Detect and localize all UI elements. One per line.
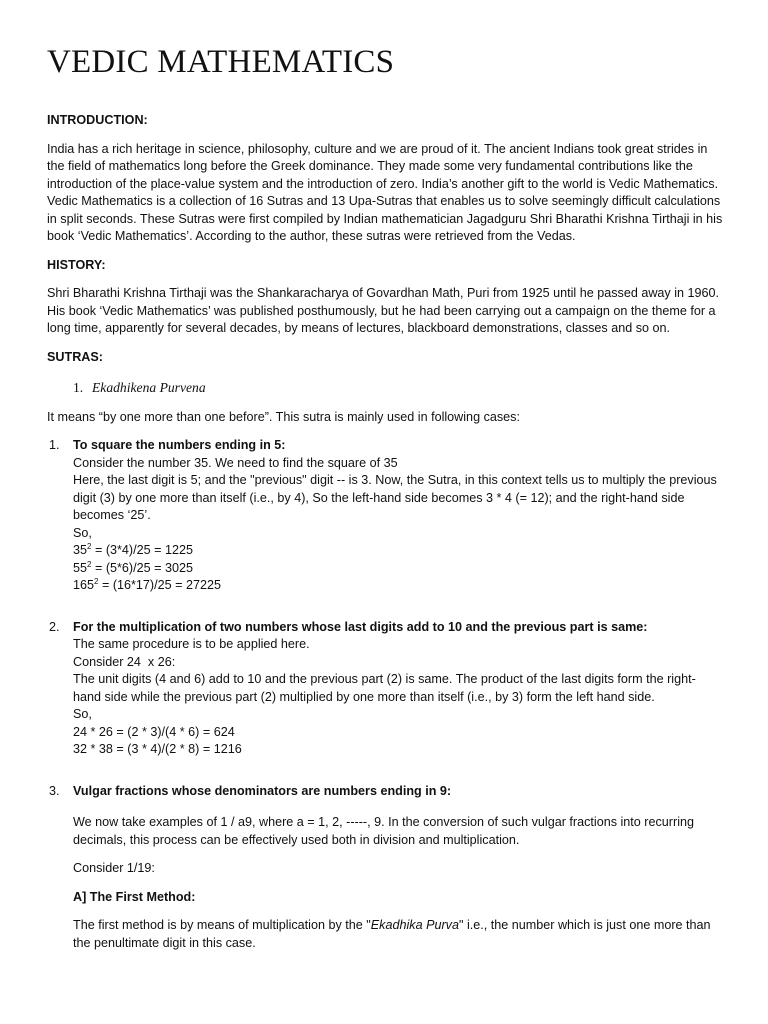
- case-2-title: For the multiplication of two numbers whose last digits add to 10 and the previous part is same:: [73, 619, 648, 634]
- case-1-body: [73, 437, 723, 595]
- case-2-paragraph: The unit digits (4 and 6) add to 10 and the previous part (2) is same. The product of the last digits form the right-hand side while the previous part (2) multiplied by one more than itself (i.e., by 3) form the left hand side.: [73, 672, 696, 704]
- case-2-example-2: 32 * 38 = (3 * 4)/(2 * 8) = 1216: [73, 742, 242, 756]
- case-1-number: 1.: [49, 438, 60, 452]
- sutra-item-number: 1.: [73, 380, 84, 395]
- case-1: [47, 437, 723, 595]
- document-body: [47, 112, 723, 952]
- case-3-title: Vulgar fractions whose denominators are numbers ending in 9:: [73, 783, 452, 798]
- introduction-heading: INTRODUCTION:: [47, 113, 148, 127]
- case-3-paragraph-2: The first method is by means of multiplication by the "Ekadhika Purva" i.e., the number which is just one more than the penultimate digit in this case.: [73, 918, 711, 950]
- document-title: VEDIC MATHEMATICS: [47, 44, 395, 80]
- case-3-method-heading: A] The First Method:: [73, 889, 196, 904]
- history-paragraph: Shri Bharathi Krishna Tirthaji was the Shankaracharya of Govardhan Math, Puri from 1925 until he passed away in 1960. His book ‘Vedic Mathematics’ was published posthumously, but he had been carrying out a campaign on the theme for a long time, apparently for several decades, by means of lectures, blackboard demonstrations, classes and so on.: [47, 286, 720, 335]
- case-2-body: [73, 619, 723, 759]
- case-2-so: So,: [73, 707, 92, 721]
- sutra-list-item: [47, 379, 723, 397]
- case-1-so: So,: [73, 525, 92, 540]
- introduction-paragraph: India has a rich heritage in science, philosophy, culture and we are proud of it. The ancient Indians took great strides in the field of mathematics long before the Greek dominance. They made some very fundamental contributions like the introduction of the place-value system and the introduction of zero. India’s another gift to the world is Vedic Mathematics. Vedic Mathematics is a collection of 16 Sutras and 13 Upa-Sutras that enables us to solve seemingly difficult calculations in split seconds. These Sutras were first compiled by Indian mathematician Jagadguru Shri Bharathi Krishna Tirthaji in his book ‘Vedic Mathematics’. According to the author, these sutras were retrieved from the Vedas.: [47, 141, 723, 243]
- case-1-example-3: $165^2 = (16*17)/25 = 27225$: [73, 577, 222, 592]
- case-3-number: 3.: [49, 783, 60, 798]
- sutra-item-name: Ekadhikena Purvena: [92, 380, 206, 395]
- case-1-title: To square the numbers ending in 5:: [73, 438, 286, 452]
- sutra-meaning: It means “by one more than one before”. This sutra is mainly used in following cases:: [47, 409, 520, 424]
- case-1-paragraph: Here, the last digit is 5; and the "previous" digit -- is 3. Now, the Sutra, in this context tells us to multiply the previous digit (3) by one more than itself (i.e., by 4), So the left-hand side becomes 3 * 4 (= 12); and the right-hand side becomes ‘25’.: [73, 473, 717, 522]
- case-3-body: [73, 783, 723, 953]
- case-1-example-2: $55^2 = (5*6)/25 = 3025$: [73, 559, 193, 575]
- history-heading: HISTORY:: [47, 257, 106, 272]
- case-2: [47, 619, 723, 759]
- case-1-example-1: $35^2 = (3*4)/25 = 1225$: [73, 542, 193, 557]
- case-2-line-2: Consider 24 x 26:: [73, 654, 176, 669]
- case-3: [47, 783, 723, 953]
- case-2-number: 2.: [49, 619, 60, 634]
- case-2-example-1: 24 * 26 = (2 * 3)/(4 * 6) = 624: [73, 724, 235, 739]
- case-2-line-1: The same procedure is to be applied here.: [73, 637, 310, 651]
- case-1-line: Consider the number 35. We need to find the square of 35: [73, 455, 398, 470]
- case-3-paragraph-1: We now take examples of 1 / a9, where a = 1, 2, -----, 9. In the conversion of such vulgar fractions into recurring decimals, this process can be effectively used both in division and multiplication.: [73, 815, 695, 847]
- sutras-heading: SUTRAS:: [47, 349, 103, 364]
- case-3-consider: Consider 1/19:: [73, 861, 155, 875]
